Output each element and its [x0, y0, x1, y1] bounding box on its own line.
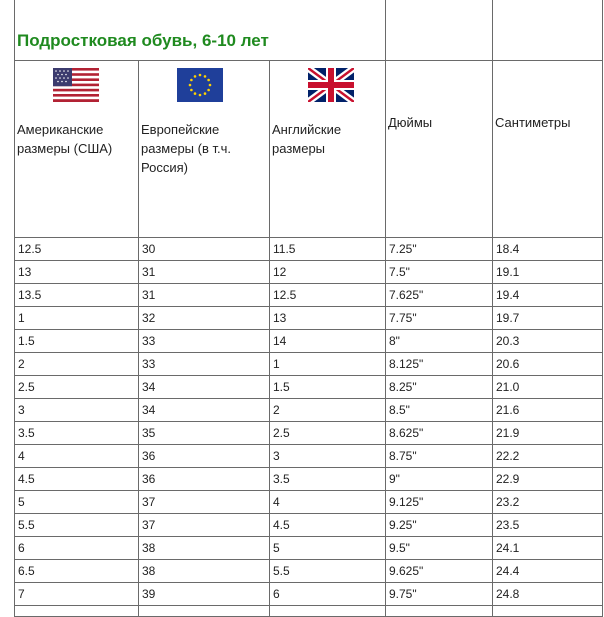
us-size-cell — [15, 330, 139, 353]
table-row — [15, 330, 603, 353]
inches-cell — [386, 399, 493, 422]
cell-value: 8.125" — [389, 357, 424, 371]
cell-value: 5.5 — [18, 518, 35, 532]
cell-value: 34 — [142, 380, 156, 394]
cell-value: 19.7 — [496, 311, 520, 325]
uk-size-cell — [270, 537, 386, 560]
table-row — [15, 353, 603, 376]
uk-size-cell — [270, 376, 386, 399]
cm-cell — [493, 261, 603, 284]
cm-cell — [493, 353, 603, 376]
cm-cell — [493, 514, 603, 537]
cm-cell — [493, 537, 603, 560]
cell-value: 1.5 — [18, 334, 35, 348]
cell-value: 9.625" — [389, 564, 424, 578]
us-size-cell — [15, 560, 139, 583]
cell-value: 9" — [389, 472, 400, 486]
title-row — [15, 0, 603, 61]
cm-cell — [493, 330, 603, 353]
table-row — [15, 307, 603, 330]
cell-value: 13.5 — [18, 288, 42, 302]
cm-cell — [493, 445, 603, 468]
cell-value: 24.4 — [496, 564, 520, 578]
uk-size-cell — [270, 422, 386, 445]
cell-value: 12.5 — [273, 288, 297, 302]
empty-cell — [493, 606, 603, 617]
us-size-cell — [15, 307, 139, 330]
uk-flag-icon — [308, 68, 354, 102]
cm-cell — [493, 468, 603, 491]
empty-cell — [386, 606, 493, 617]
cell-value: 1 — [273, 357, 280, 371]
uk-size-cell — [270, 307, 386, 330]
cell-value: 6.5 — [18, 564, 35, 578]
cell-value: 6 — [18, 541, 25, 555]
shoe-size-table — [14, 0, 603, 617]
cell-value: 12.5 — [18, 242, 42, 256]
uk-size-cell — [270, 491, 386, 514]
cell-value: 2.5 — [18, 380, 35, 394]
cell-value: 31 — [142, 288, 156, 302]
empty-cell — [15, 606, 139, 617]
cell-value: 22.9 — [496, 472, 520, 486]
header-row — [15, 61, 603, 238]
us-size-cell — [15, 422, 139, 445]
us-size-cell — [15, 376, 139, 399]
header-uk — [270, 61, 386, 238]
cell-value: 21.6 — [496, 403, 520, 417]
uk-size-cell — [270, 445, 386, 468]
cell-value: 8.5" — [389, 403, 410, 417]
cell-value: 3.5 — [18, 426, 35, 440]
cell-value: 7 — [18, 587, 25, 601]
cell-value: 5.5 — [273, 564, 290, 578]
cell-value: 39 — [142, 587, 156, 601]
cell-value: 5 — [273, 541, 280, 555]
uk-size-cell — [270, 238, 386, 261]
cell-value: 37 — [142, 495, 156, 509]
table-row — [15, 261, 603, 284]
cell-value: 19.4 — [496, 288, 520, 302]
inches-cell — [386, 560, 493, 583]
inches-cell — [386, 422, 493, 445]
cell-value: 23.2 — [496, 495, 520, 509]
uk-size-cell — [270, 514, 386, 537]
table-row — [15, 422, 603, 445]
uk-size-cell — [270, 353, 386, 376]
cell-value: 13 — [18, 265, 32, 279]
table-row — [15, 514, 603, 537]
cell-value: 24.8 — [496, 587, 520, 601]
us-size-cell — [15, 399, 139, 422]
table-row — [15, 376, 603, 399]
cell-value: 8.75" — [389, 449, 417, 463]
inches-cell — [386, 238, 493, 261]
inches-cell — [386, 491, 493, 514]
eu-size-cell — [139, 583, 270, 606]
us-size-cell — [15, 261, 139, 284]
table-row — [15, 284, 603, 307]
cell-value: 8.625" — [389, 426, 424, 440]
header-label: Американские размеры (США) — [17, 122, 113, 156]
header-label: Дюймы — [388, 115, 433, 130]
empty-cell — [386, 0, 493, 61]
header-eu — [139, 61, 270, 238]
cm-cell — [493, 560, 603, 583]
eu-size-cell — [139, 560, 270, 583]
cell-value: 9.5" — [389, 541, 410, 555]
inches-cell — [386, 353, 493, 376]
us-size-cell — [15, 583, 139, 606]
table-row — [15, 583, 603, 606]
eu-size-cell — [139, 238, 270, 261]
eu-size-cell — [139, 261, 270, 284]
table-row — [15, 560, 603, 583]
header-centimeters — [493, 61, 603, 238]
cm-cell — [493, 307, 603, 330]
uk-size-cell — [270, 399, 386, 422]
cell-value: 6 — [273, 587, 280, 601]
table-row — [15, 445, 603, 468]
eu-size-cell — [139, 422, 270, 445]
cell-value: 7.625" — [389, 288, 424, 302]
uk-size-cell — [270, 284, 386, 307]
table-title: Подростковая обувь, 6-10 лет — [17, 30, 269, 50]
cell-value: 1 — [18, 311, 25, 325]
inches-cell — [386, 376, 493, 399]
uk-size-cell — [270, 560, 386, 583]
cell-value: 20.6 — [496, 357, 520, 371]
cell-value: 35 — [142, 426, 156, 440]
empty-cell — [139, 606, 270, 617]
cell-value: 3 — [18, 403, 25, 417]
empty-cell — [270, 606, 386, 617]
eu-size-cell — [139, 330, 270, 353]
cell-value: 38 — [142, 541, 156, 555]
cm-cell — [493, 583, 603, 606]
cell-value: 21.9 — [496, 426, 520, 440]
cell-value: 33 — [142, 334, 156, 348]
inches-cell — [386, 583, 493, 606]
cell-value: 4.5 — [18, 472, 35, 486]
inches-cell — [386, 537, 493, 560]
uk-size-cell — [270, 330, 386, 353]
eu-size-cell — [139, 307, 270, 330]
cell-value: 5 — [18, 495, 25, 509]
inches-cell — [386, 284, 493, 307]
cell-value: 9.125" — [389, 495, 424, 509]
cell-value: 4 — [18, 449, 25, 463]
eu-size-cell — [139, 514, 270, 537]
cell-value: 4.5 — [273, 518, 290, 532]
title-cell — [15, 0, 386, 61]
header-label: Английские размеры — [272, 122, 342, 156]
us-size-cell — [15, 353, 139, 376]
header-label: Европейские размеры (в т.ч. Россия) — [141, 122, 231, 175]
inches-cell — [386, 330, 493, 353]
eu-size-cell — [139, 491, 270, 514]
cell-value: 7.25" — [389, 242, 417, 256]
cell-value: 22.2 — [496, 449, 520, 463]
inches-cell — [386, 307, 493, 330]
us-size-cell — [15, 537, 139, 560]
cell-value: 7.75" — [389, 311, 417, 325]
cell-value: 37 — [142, 518, 156, 532]
cell-value: 8" — [389, 334, 400, 348]
us-size-cell — [15, 468, 139, 491]
cell-value: 21.0 — [496, 380, 520, 394]
table-row — [15, 468, 603, 491]
eu-size-cell — [139, 399, 270, 422]
cell-value: 13 — [273, 311, 287, 325]
cm-cell — [493, 376, 603, 399]
cell-value: 34 — [142, 403, 156, 417]
cm-cell — [493, 491, 603, 514]
eu-size-cell — [139, 537, 270, 560]
us-size-cell — [15, 284, 139, 307]
table-row — [15, 238, 603, 261]
cell-value: 18.4 — [496, 242, 520, 256]
cell-value: 8.25" — [389, 380, 417, 394]
eu-flag-icon — [177, 68, 223, 102]
cell-value: 14 — [273, 334, 287, 348]
uk-size-cell — [270, 583, 386, 606]
cell-value: 2.5 — [273, 426, 290, 440]
us-size-cell — [15, 491, 139, 514]
cell-value: 3 — [273, 449, 280, 463]
cell-value: 12 — [273, 265, 287, 279]
eu-size-cell — [139, 284, 270, 307]
cell-value: 24.1 — [496, 541, 520, 555]
header-us — [15, 61, 139, 238]
cell-value: 33 — [142, 357, 156, 371]
us-size-cell — [15, 514, 139, 537]
table-row — [15, 399, 603, 422]
eu-size-cell — [139, 445, 270, 468]
eu-size-cell — [139, 376, 270, 399]
cm-cell — [493, 399, 603, 422]
us-size-cell — [15, 445, 139, 468]
uk-size-cell — [270, 261, 386, 284]
cm-cell — [493, 422, 603, 445]
cell-value: 31 — [142, 265, 156, 279]
cell-value: 2 — [273, 403, 280, 417]
cell-value: 3.5 — [273, 472, 290, 486]
inches-cell — [386, 514, 493, 537]
table-row — [15, 537, 603, 560]
cell-value: 38 — [142, 564, 156, 578]
cell-value: 36 — [142, 449, 156, 463]
cell-value: 23.5 — [496, 518, 520, 532]
cell-value: 2 — [18, 357, 25, 371]
cell-value: 30 — [142, 242, 156, 256]
table-row — [15, 606, 603, 617]
cell-value: 1.5 — [273, 380, 290, 394]
cell-value: 32 — [142, 311, 156, 325]
eu-size-cell — [139, 353, 270, 376]
us-flag-icon — [53, 68, 99, 102]
table-row — [15, 491, 603, 514]
cm-cell — [493, 238, 603, 261]
inches-cell — [386, 445, 493, 468]
inches-cell — [386, 261, 493, 284]
cm-cell — [493, 284, 603, 307]
cell-value: 7.5" — [389, 265, 410, 279]
inches-cell — [386, 468, 493, 491]
header-inches — [386, 61, 493, 238]
empty-cell — [493, 0, 603, 61]
cell-value: 9.25" — [389, 518, 417, 532]
us-size-cell — [15, 238, 139, 261]
cell-value: 20.3 — [496, 334, 520, 348]
cell-value: 4 — [273, 495, 280, 509]
eu-size-cell — [139, 468, 270, 491]
uk-size-cell — [270, 468, 386, 491]
header-label: Сантиметры — [495, 115, 571, 130]
cell-value: 9.75" — [389, 587, 417, 601]
cell-value: 11.5 — [273, 242, 296, 256]
cell-value: 36 — [142, 472, 156, 486]
cell-value: 19.1 — [496, 265, 520, 279]
